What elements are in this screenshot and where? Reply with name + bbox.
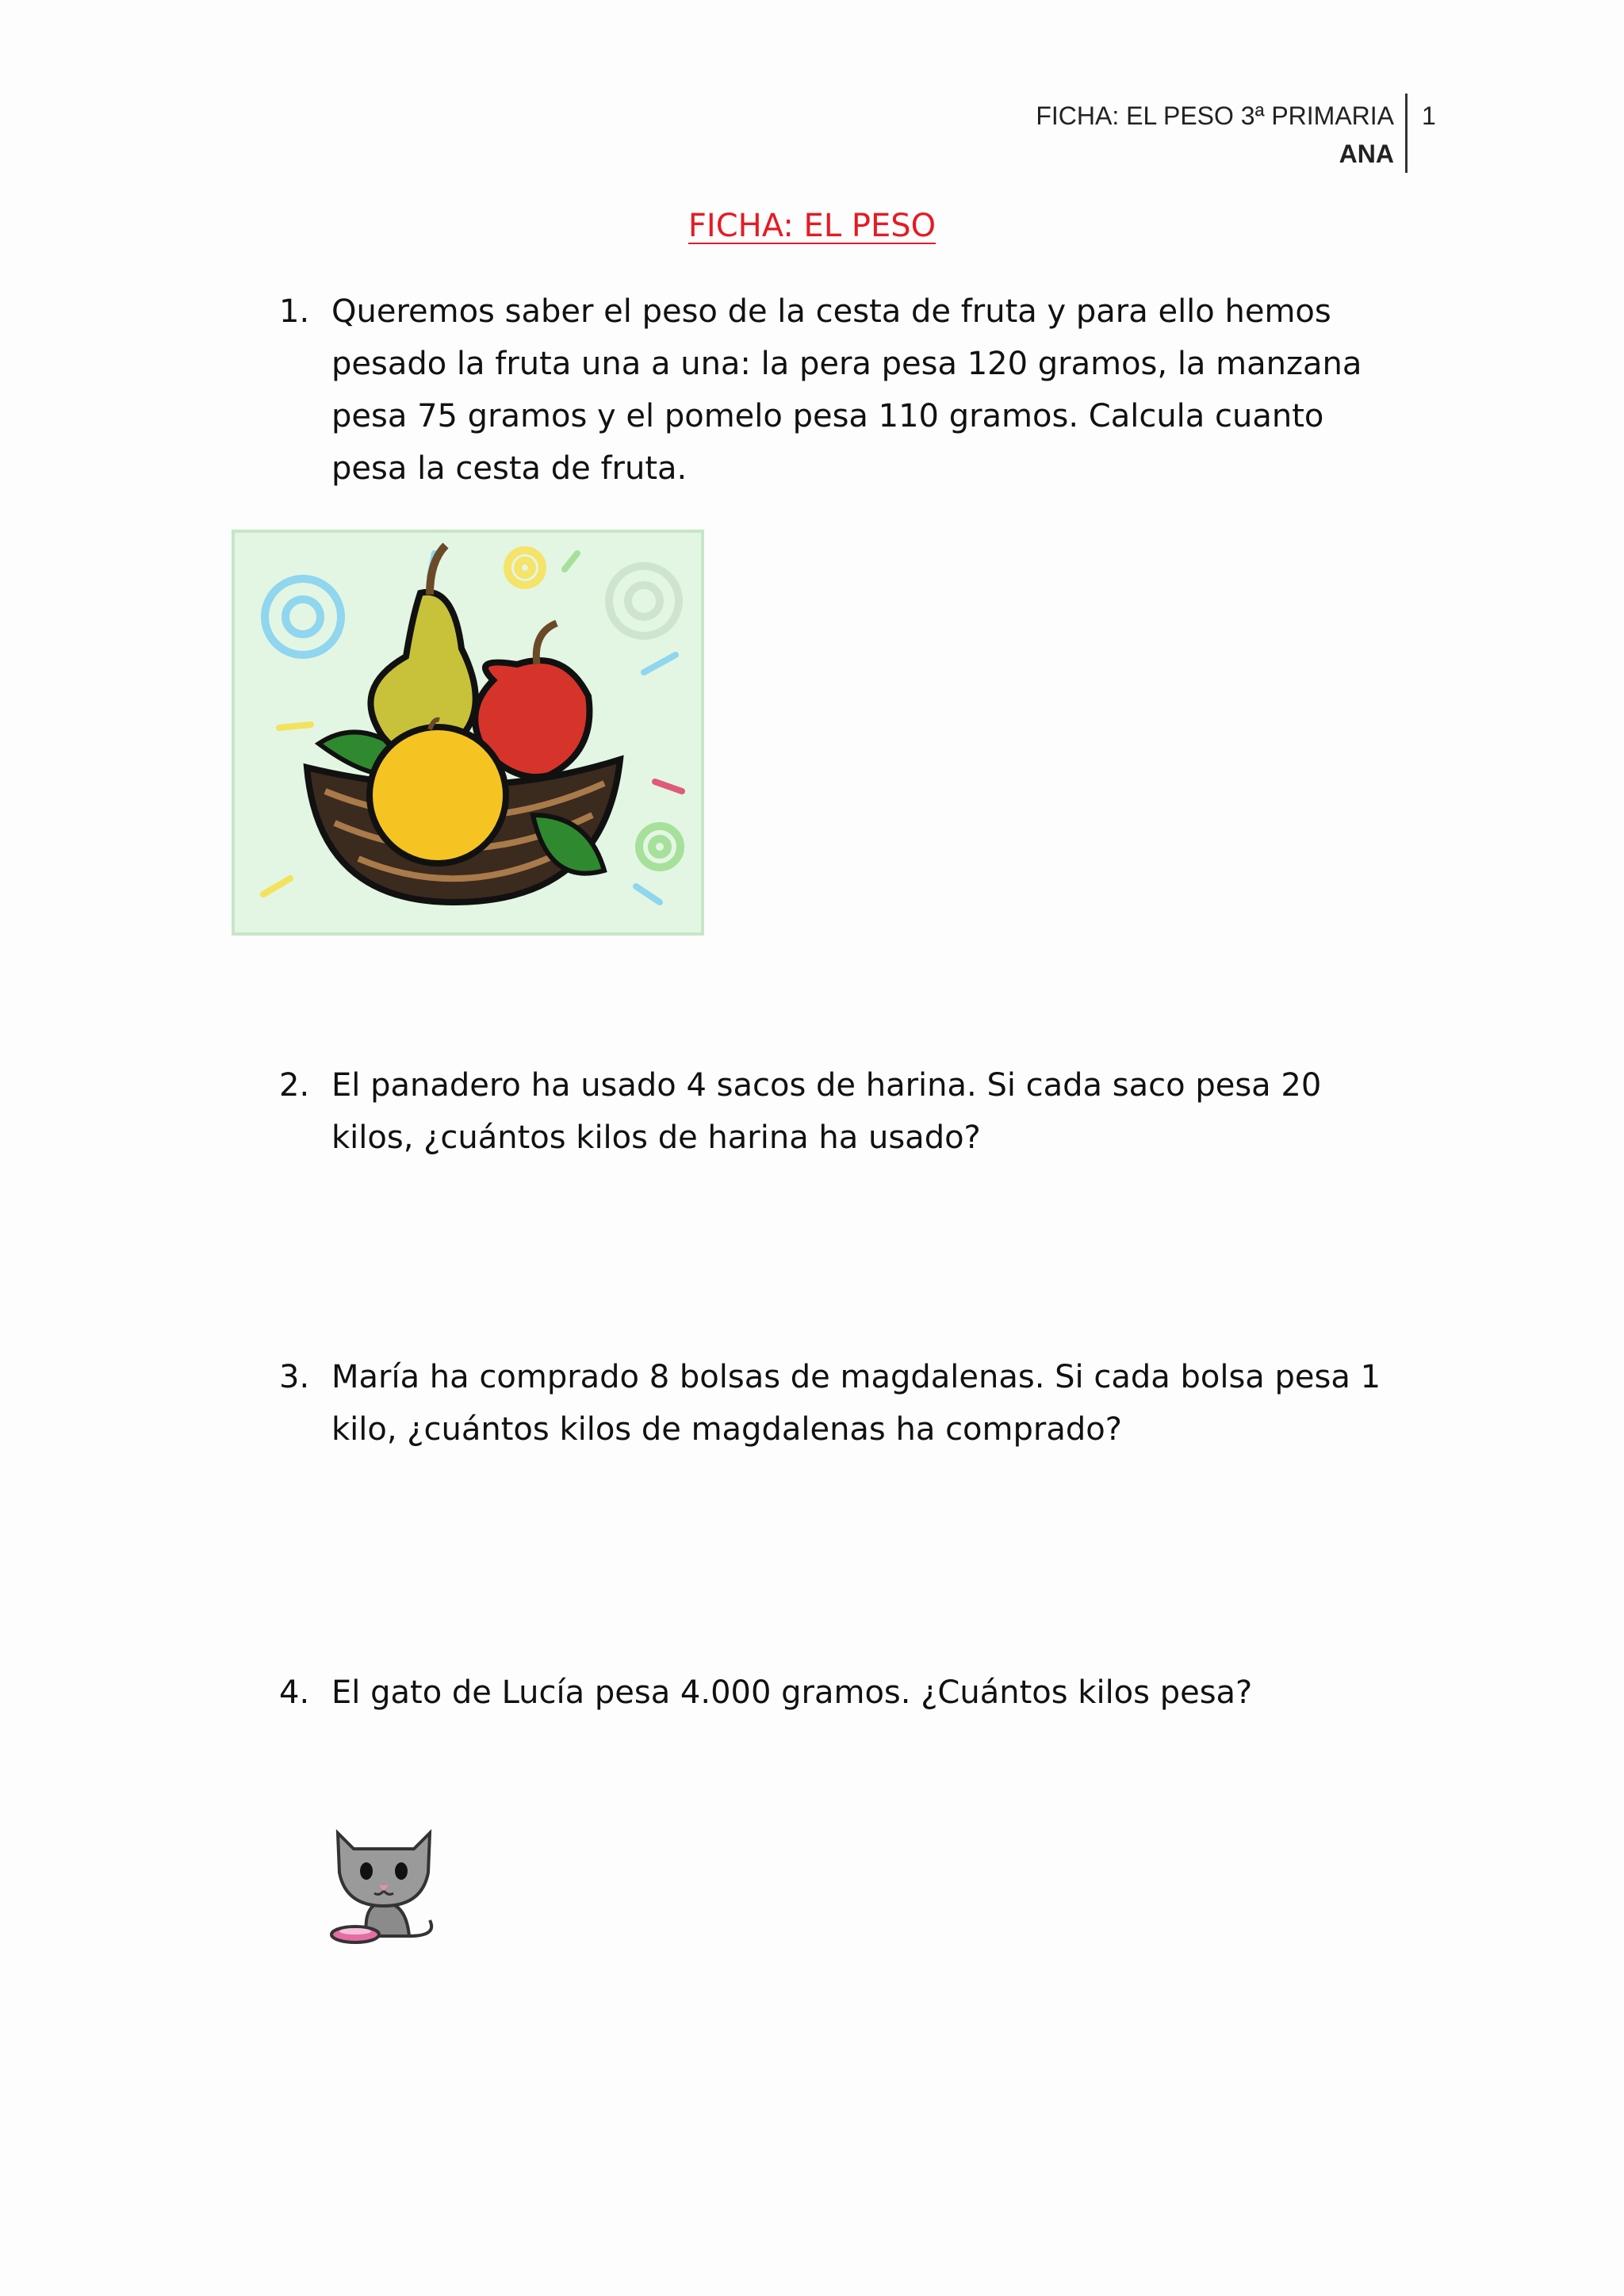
exercise-number: 3. [279,1359,310,1395]
running-header [1036,97,1394,173]
cat-head-icon [338,1833,430,1906]
grapefruit-icon [370,727,506,863]
exercise-number: 1. [279,293,310,330]
exercise-number: 2. [279,1067,310,1104]
header-divider [1405,94,1408,173]
page-number: 1 [1422,101,1436,130]
exercise-1 [279,285,1405,495]
exercise-text: Queremos saber el peso de la cesta de fruta y para ello hemos pesado la fruta una a una: la pera pesa 120 gramos, la manzana pesa 75 gramos y el pomelo pesa 110 gramos. Calcula cuanto pesa la cesta de fruta. [331,293,1362,487]
fruit-basket-illustration [232,530,704,936]
exercise-4 [279,1667,1405,1719]
exercise-text: El panadero ha usado 4 sacos de harina. Si cada saco pesa 20 kilos, ¿cuántos kilos de harina ha usado? [331,1067,1322,1156]
exercise-number: 4. [279,1674,310,1711]
header-title: FICHA: EL PESO 3ª PRIMARIA [1036,101,1394,130]
exercise-2 [279,1059,1405,1164]
exercise-text: María ha comprado 8 bolsas de magdalenas. Si cada bolsa pesa 1 kilo, ¿cuántos kilos de magdalenas ha comprado? [331,1359,1381,1448]
header-author: ANA [1339,140,1394,168]
exercise-3 [279,1351,1405,1456]
cat-illustration [327,1817,442,1950]
page-title: FICHA: EL PESO [688,208,936,244]
exercise-text: El gato de Lucía pesa 4.000 gramos. ¿Cuántos kilos pesa? [331,1674,1253,1711]
